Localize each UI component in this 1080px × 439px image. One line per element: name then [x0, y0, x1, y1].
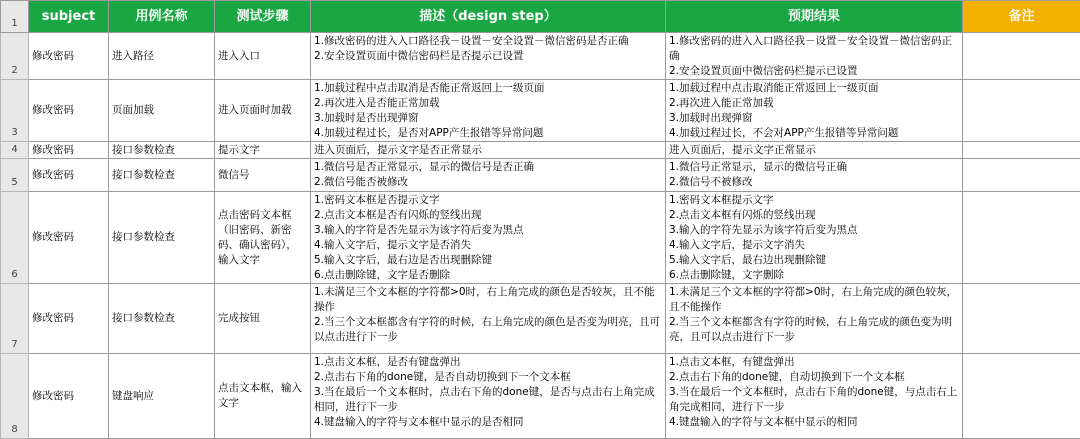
cell-expected[interactable]: [666, 284, 963, 354]
cell-test-step[interactable]: 微信号: [215, 159, 311, 192]
description-line: 2.微信号能否被修改: [314, 175, 662, 190]
description-line: 6.点击删除键，文字是否删除: [314, 268, 662, 283]
description-line: 2.再次进入是否能正常加载: [314, 96, 662, 111]
expected-line: 1.加载过程中点击取消能正常返回上一级页面: [669, 81, 959, 96]
table-row: [1, 192, 1080, 284]
description-line: 3.加载时是否出现弹窗: [314, 111, 662, 126]
cell-test-step[interactable]: 点击密码文本框（旧密码、新密码、确认密码），输入文字: [215, 192, 311, 284]
row-number[interactable]: 6: [1, 192, 29, 284]
expected-line: 2.安全设置页面中微信密码栏提示已设置: [669, 64, 959, 79]
expected-line: 5.输入文字后，最右边出现删除键: [669, 253, 959, 268]
cell-note[interactable]: [963, 142, 1080, 159]
expected-line: 4.加载过程过长，不会对APP产生报错等异常问题: [669, 126, 959, 141]
cell-expected[interactable]: [666, 159, 963, 192]
expected-line: 3.加载时出现弹窗: [669, 111, 959, 126]
description-line: 2.点击文本框是否有闪烁的竖线出现: [314, 208, 662, 223]
cell-note[interactable]: [963, 284, 1080, 354]
description-line: 1.点击文本框，是否有键盘弹出: [314, 355, 662, 370]
cell-note[interactable]: [963, 354, 1080, 439]
description-line: 进入页面后，提示文字是否正常显示: [314, 143, 662, 158]
cell-case-name[interactable]: 接口参数检查: [109, 192, 215, 284]
cell-description[interactable]: [311, 142, 666, 159]
cell-test-step[interactable]: 进入页面时加载: [215, 80, 311, 142]
description-line: 1.修改密码的进入入口路径我－设置－安全设置－微信密码是否正确: [314, 34, 662, 49]
cell-description[interactable]: [311, 354, 666, 439]
expected-line: 2.微信号不被修改: [669, 175, 959, 190]
column-header-note[interactable]: 备注: [963, 1, 1080, 33]
row-number[interactable]: 4: [1, 142, 29, 159]
cell-description[interactable]: [311, 159, 666, 192]
expected-line: 4.键盘输入的字符与文本框中显示的相同: [669, 415, 959, 430]
expected-line: 2.点击文本框有闪烁的竖线出现: [669, 208, 959, 223]
expected-line: 3.输入的字符先显示为该字符后变为黑点: [669, 223, 959, 238]
description-line: 1.微信号是否正常显示，显示的微信号是否正确: [314, 160, 662, 175]
cell-subject[interactable]: 修改密码: [29, 284, 109, 354]
row-number[interactable]: 1: [1, 1, 29, 33]
description-line: 4.输入文字后，提示文字是否消失: [314, 238, 662, 253]
cell-expected[interactable]: [666, 142, 963, 159]
expected-line: 1.点击文本框，有键盘弹出: [669, 355, 959, 370]
table-row: [1, 33, 1080, 80]
description-line: 3.当在最后一个文本框时，点击右下角的done键，是否与点击右上角完成相同，进行下一步: [314, 385, 662, 415]
cell-test-step[interactable]: 进入入口: [215, 33, 311, 80]
expected-line: 1.未满足三个文本框的字符都>0时，右上角完成的颜色较灰，且不能操作: [669, 285, 959, 315]
expected-line: 进入页面后，提示文字正常显示: [669, 143, 959, 158]
cell-expected[interactable]: [666, 33, 963, 80]
expected-line: 2.点击右下角的done键，自动切换到下一个文本框: [669, 370, 959, 385]
description-line: 5.输入文字后，最右边是否出现删除键: [314, 253, 662, 268]
row-number[interactable]: 5: [1, 159, 29, 192]
column-header-case-name[interactable]: 用例名称: [109, 1, 215, 33]
description-line: 4.键盘输入的字符与文本框中显示的是否相同: [314, 415, 662, 430]
cell-description[interactable]: [311, 284, 666, 354]
cell-subject[interactable]: 修改密码: [29, 354, 109, 439]
cell-subject[interactable]: 修改密码: [29, 33, 109, 80]
cell-test-step[interactable]: 点击文本框，输入文字: [215, 354, 311, 439]
expected-line: 1.修改密码的进入入口路径我－设置－安全设置－微信密码正确: [669, 34, 959, 64]
cell-test-step[interactable]: 提示文字: [215, 142, 311, 159]
cell-case-name[interactable]: 进入路径: [109, 33, 215, 80]
row-number[interactable]: 8: [1, 354, 29, 439]
expected-line: 4.输入文字后，提示文字消失: [669, 238, 959, 253]
cell-subject[interactable]: 修改密码: [29, 192, 109, 284]
cell-description[interactable]: [311, 33, 666, 80]
table-row: [1, 80, 1080, 142]
cell-subject[interactable]: 修改密码: [29, 159, 109, 192]
description-line: 3.输入的字符是否先显示为该字符后变为黑点: [314, 223, 662, 238]
cell-case-name[interactable]: 接口参数检查: [109, 284, 215, 354]
description-line: 2.点击右下角的done键，是否自动切换到下一个文本框: [314, 370, 662, 385]
expected-line: 6.点击删除键，文字删除: [669, 268, 959, 283]
cell-expected[interactable]: [666, 354, 963, 439]
cell-case-name[interactable]: 页面加载: [109, 80, 215, 142]
header-row: [1, 1, 1080, 33]
cell-description[interactable]: [311, 80, 666, 142]
cell-expected[interactable]: [666, 192, 963, 284]
description-line: 1.未满足三个文本框的字符都>0时，右上角完成的颜色是否较灰，且不能操作: [314, 285, 662, 315]
table-row: [1, 159, 1080, 192]
description-line: 1.加载过程中点击取消是否能正常返回上一级页面: [314, 81, 662, 96]
row-number[interactable]: 2: [1, 33, 29, 80]
expected-line: 1.密码文本框提示文字: [669, 193, 959, 208]
expected-line: 2.当三个文本框都含有字符的时候，右上角完成的颜色变为明亮，且可以点击进行下一步: [669, 315, 959, 345]
cell-note[interactable]: [963, 192, 1080, 284]
cell-case-name[interactable]: 键盘响应: [109, 354, 215, 439]
cell-note[interactable]: [963, 80, 1080, 142]
cell-case-name[interactable]: 接口参数检查: [109, 159, 215, 192]
table-row: [1, 142, 1080, 159]
cell-case-name[interactable]: 接口参数检查: [109, 142, 215, 159]
description-line: 1.密码文本框是否提示文字: [314, 193, 662, 208]
row-number[interactable]: 7: [1, 284, 29, 354]
table-row: [1, 354, 1080, 439]
table-row: [1, 284, 1080, 354]
row-number[interactable]: 3: [1, 80, 29, 142]
column-header-test-step[interactable]: 测试步骤: [215, 1, 311, 33]
description-line: 2.安全设置页面中微信密码栏是否提示已设置: [314, 49, 662, 64]
column-header-description[interactable]: 描述（design step）: [311, 1, 666, 33]
expected-line: 1.微信号正常显示，显示的微信号正确: [669, 160, 959, 175]
expected-line: 3.当在最后一个文本框时，点击右下角的done键，与点击右上角完成相同，进行下一步: [669, 385, 959, 415]
cell-subject[interactable]: 修改密码: [29, 80, 109, 142]
cell-note[interactable]: [963, 33, 1080, 80]
cell-subject[interactable]: 修改密码: [29, 142, 109, 159]
cell-expected[interactable]: [666, 80, 963, 142]
cell-test-step[interactable]: 完成按钮: [215, 284, 311, 354]
column-header-subject[interactable]: subject: [29, 1, 109, 33]
cell-description[interactable]: [311, 192, 666, 284]
expected-line: 2.再次进入能正常加载: [669, 96, 959, 111]
cell-note[interactable]: [963, 159, 1080, 192]
description-line: 4.加载过程过长，是否对APP产生报错等异常问题: [314, 126, 662, 141]
column-header-expected[interactable]: 预期结果: [666, 1, 963, 33]
description-line: 2.当三个文本框都含有字符的时候，右上角完成的颜色是否变为明亮，且可以点击进行下一步: [314, 315, 662, 345]
